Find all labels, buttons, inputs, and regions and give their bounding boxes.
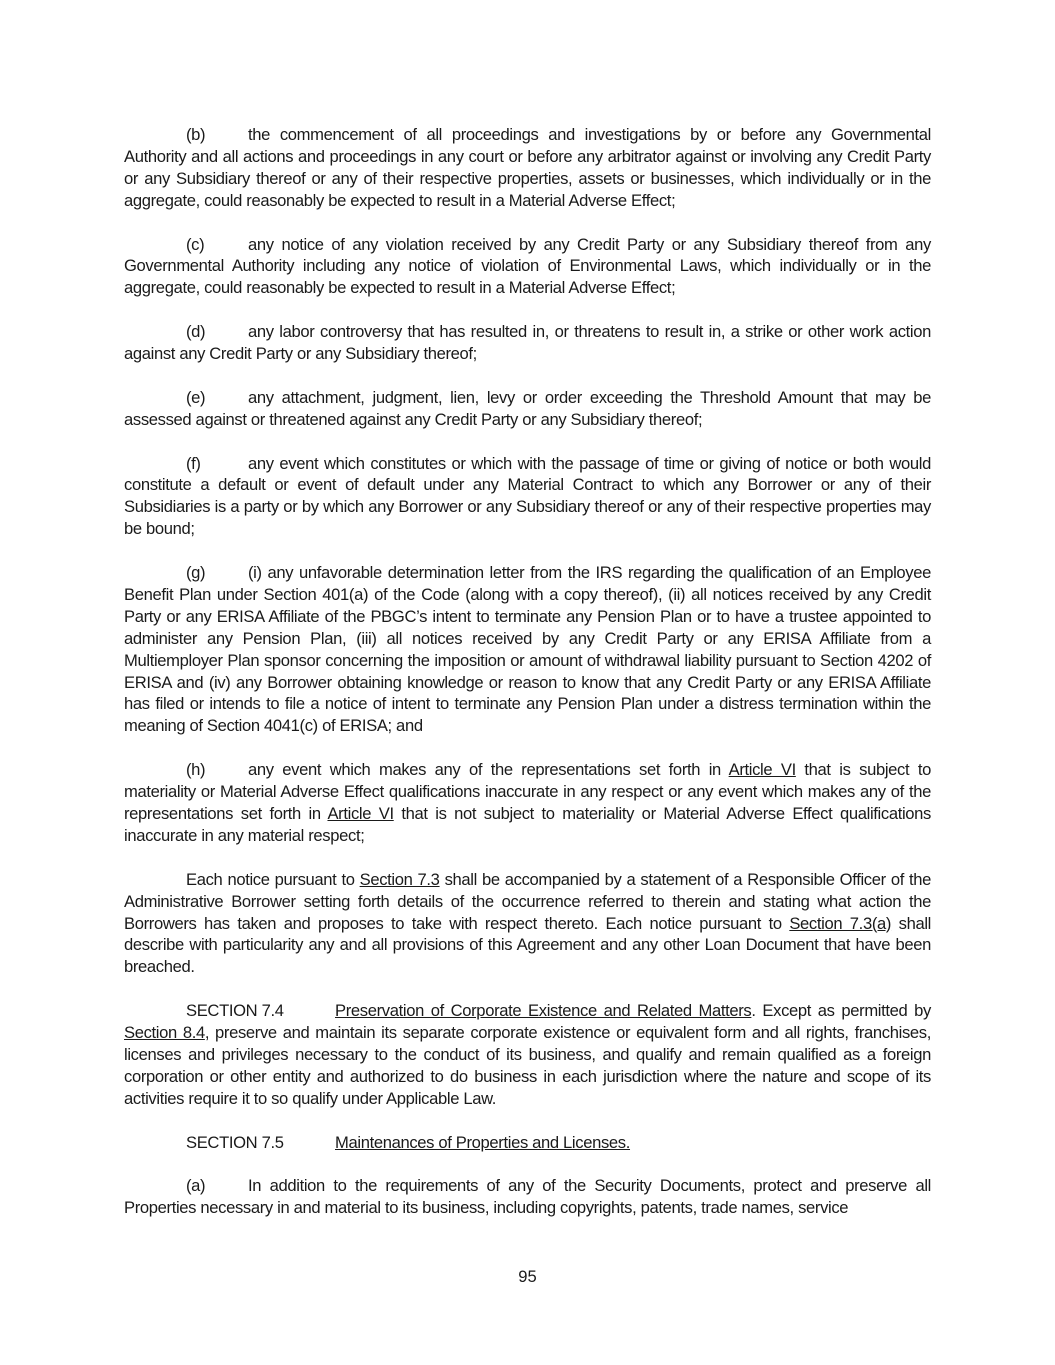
page-number: 95 xyxy=(518,1267,537,1286)
section-title: Preservation of Corporate Existence and Related Matters xyxy=(335,1001,752,1021)
section-number: SECTION 7.5 xyxy=(186,1132,284,1152)
item-label: (h) xyxy=(186,760,206,780)
page-body xyxy=(124,124,931,1241)
item-text: In addition to the requirements of any of the Security Documents, protect and preserve all Properties necessary in and material to its business, including copyrights, patents, trade names, service xyxy=(124,1176,931,1218)
section-7-4-paragraph xyxy=(124,1000,931,1110)
item-d-paragraph xyxy=(124,321,931,365)
item-text: that is not subject to materiality or Material Adverse Effect qualifications inaccurate in any material respect; xyxy=(124,804,932,845)
item-text: any event which makes any of the representations set forth in xyxy=(248,760,729,780)
item-c-paragraph xyxy=(124,234,931,300)
section-7-3-reference[interactable]: Section 7.3 xyxy=(359,869,440,889)
item-label: (b) xyxy=(186,125,206,144)
item-label: (g) xyxy=(186,563,206,583)
notice-text: Each notice pursuant to xyxy=(186,869,360,889)
item-text: any attachment, judgment, lien, levy or order exceeding the Threshold Amount that may be assessed against or threatened against any Credit Party or any Subsidiary thereof; xyxy=(124,387,931,429)
item-text: any notice of any violation received by any Credit Party or any Subsidiary thereof from any Governmental Authority including any notice of violation of Environmental Laws, which individually or in the aggregate, could reasonably be expected to result in a Material Adverse Effect; xyxy=(124,234,931,298)
item-g-paragraph xyxy=(124,562,931,737)
item-label: (d) xyxy=(186,322,206,342)
section-number: SECTION 7.4 xyxy=(186,1001,284,1021)
article-vi-reference[interactable]: Article VI xyxy=(728,760,796,780)
article-vi-reference[interactable]: Article VI xyxy=(327,804,394,823)
section-text: . Except as permitted by xyxy=(751,1001,931,1021)
notice-text: shall be accompanied by a statement of a Responsible Officer of the Administrative Borrower setting forth details of the occurrence referred to therein and stating what action the Borrowers has taken and proposes to take with respect thereto. Each notice pursuant to xyxy=(124,869,931,933)
item-a-paragraph xyxy=(124,1175,931,1219)
notice-paragraph xyxy=(124,869,931,979)
item-h-paragraph xyxy=(124,759,931,847)
notice-text: shall describe with particularity any and all provisions of this Agreement and any other Loan Document that have been breached. xyxy=(124,913,932,977)
section-text: , preserve and maintain its separate corporate existence or equivalent form and all rights, franchises, licenses and privileges necessary to the conduct of its business, and qualify and remain qualified as a foreign corporation or other entity and authorized to do business in each jurisdiction where the nature and scope of its activities require it to so qualify under Applicable Law. xyxy=(124,1023,931,1108)
section-title: Maintenances of Properties and Licenses. xyxy=(335,1132,631,1152)
item-label: (a) xyxy=(186,1176,206,1196)
item-b-paragraph xyxy=(124,124,931,212)
item-text: any labor controversy that has resulted in, or threatens to result in, a strike or other work action against any Credit Party or any Subsidiary thereof; xyxy=(124,322,931,364)
item-e-paragraph xyxy=(124,387,931,431)
item-text: that is subject to materiality or Material Adverse Effect qualifications inaccurate in any respect or any event which makes any of the representations set forth in xyxy=(124,760,931,823)
item-text: any event which constitutes or which with the passage of time or giving of notice or both would constitute a default or event of default under any Material Contract to which any Borrower or any of their Subsidiaries is a party or by which any Borrower or any Subsidiary thereof or any of their respective properties may be bound; xyxy=(124,453,931,539)
section-7-5-heading xyxy=(124,1132,931,1154)
item-label: (c) xyxy=(186,234,205,254)
item-label: (f) xyxy=(186,453,201,473)
item-f-paragraph xyxy=(124,453,931,541)
item-text: the commencement of all proceedings and investigations by or before any Governmental Authority and all actions and proceedings in any court or before any arbitrator against or involving any Credit Party or any Subsidiary thereof or any of their respective properties, assets or businesses, which individually or in the aggregate, could reasonably be expected to result in a Material Adverse Effect; xyxy=(124,125,931,210)
item-label: (e) xyxy=(186,387,206,407)
section-8-4-reference[interactable]: Section 8.4 xyxy=(124,1023,205,1043)
section-7-3a-reference[interactable]: Section 7.3(a) xyxy=(789,913,892,933)
item-text: (i) any unfavorable determination letter from the IRS regarding the qualification of an Employee Benefit Plan under Section 401(a) of the Code (along with a copy thereof), (ii) all notices received by any Credit Party or any ERISA Affiliate of the PBGC’s intent to terminate any Pension Plan or to have a trustee appointed to administer any Pension Plan, (iii) all notices received by any Credit Party or any ERISA Affiliate from a Multiemployer Plan sponsor concerning the imposition or amount of withdrawal liability pursuant to Section 4202 of ERISA and (iv) any Borrower obtaining knowledge or reason to know that any Credit Party or any ERISA Affiliate has filed or intends to file a notice of intent to terminate any Pension Plan under a distress termination within the meaning of Section 4041(c) of ERISA; and xyxy=(124,563,931,736)
